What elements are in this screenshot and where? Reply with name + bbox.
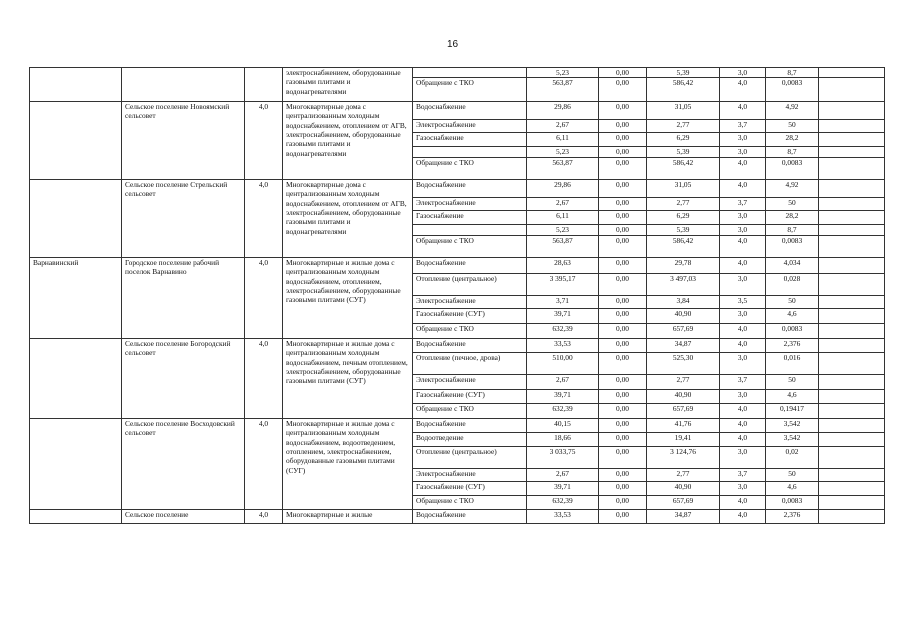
value-cell-v4: 3,7 <box>720 198 766 211</box>
value-cell-v4: 3,7 <box>720 469 766 482</box>
value-cell-v5: 0,0083 <box>766 158 819 180</box>
empty-cell <box>819 198 885 211</box>
housing-category-cell: Многоквартирные дома с централизованным холодным водоснабжением, отоплением от АГВ, электроснабжением, оборудованные газовыми плитами и водонагревателями <box>283 180 413 258</box>
value-cell-v5: 50 <box>766 120 819 133</box>
value-cell-v5: 2,376 <box>766 510 819 524</box>
value-cell-v3: 31,05 <box>647 102 720 120</box>
service-name-cell <box>413 225 527 236</box>
service-name-cell: Отопление (печное, дрова) <box>413 353 527 375</box>
service-name-cell: Водоотведение <box>413 433 527 447</box>
value-cell-v5: 0,016 <box>766 353 819 375</box>
value-cell-v5: 50 <box>766 469 819 482</box>
coefficient-cell: 4,0 <box>245 419 283 510</box>
value-cell-v5: 28,2 <box>766 211 819 225</box>
value-cell-v5: 4,92 <box>766 180 819 198</box>
value-cell-v5: 50 <box>766 375 819 390</box>
value-cell-v1: 39,71 <box>527 390 599 404</box>
value-cell-v4: 3,0 <box>720 147 766 158</box>
service-name-cell <box>413 147 527 158</box>
table-row <box>30 419 885 433</box>
value-cell-v1: 5,23 <box>527 147 599 158</box>
value-cell-v2: 0,00 <box>599 510 647 524</box>
empty-cell <box>819 353 885 375</box>
value-cell-v3: 657,69 <box>647 404 720 419</box>
value-cell-v4: 3,0 <box>720 447 766 469</box>
table-row <box>30 510 885 524</box>
value-cell-v5: 0,0083 <box>766 496 819 510</box>
value-cell-v1: 29,86 <box>527 180 599 198</box>
empty-cell <box>819 433 885 447</box>
district-cell: Варнавинский <box>30 258 122 339</box>
value-cell-v1: 563,87 <box>527 78 599 102</box>
value-cell-v3: 5,39 <box>647 225 720 236</box>
district-cell <box>30 68 122 102</box>
service-name-cell: Электроснабжение <box>413 469 527 482</box>
service-name-cell: Газоснабжение (СУГ) <box>413 390 527 404</box>
empty-cell <box>819 390 885 404</box>
value-cell-v3: 3 497,03 <box>647 274 720 296</box>
service-name-cell: Обращение с ТКО <box>413 158 527 180</box>
service-name-cell: Обращение с ТКО <box>413 404 527 419</box>
empty-cell <box>819 211 885 225</box>
value-cell-v2: 0,00 <box>599 404 647 419</box>
value-cell-v5: 4,6 <box>766 482 819 496</box>
empty-cell <box>819 339 885 353</box>
value-cell-v1: 632,39 <box>527 324 599 339</box>
table-row <box>30 68 885 78</box>
service-name-cell: Водоснабжение <box>413 339 527 353</box>
value-cell-v5: 8,7 <box>766 147 819 158</box>
empty-cell <box>819 296 885 309</box>
value-cell-v2: 0,00 <box>599 419 647 433</box>
value-cell-v2: 0,00 <box>599 198 647 211</box>
value-cell-v5: 4,92 <box>766 102 819 120</box>
value-cell-v3: 2,77 <box>647 469 720 482</box>
value-cell-v3: 5,39 <box>647 147 720 158</box>
service-name-cell: Водоснабжение <box>413 258 527 274</box>
service-name-cell: Водоснабжение <box>413 510 527 524</box>
empty-cell <box>819 68 885 78</box>
value-cell-v5: 3,542 <box>766 433 819 447</box>
value-cell-v4: 4,0 <box>720 404 766 419</box>
service-name-cell: Обращение с ТКО <box>413 236 527 258</box>
empty-cell <box>819 120 885 133</box>
value-cell-v2: 0,00 <box>599 433 647 447</box>
empty-cell <box>819 510 885 524</box>
coefficient-cell: 4,0 <box>245 180 283 258</box>
value-cell-v4: 3,0 <box>720 225 766 236</box>
value-cell-v2: 0,00 <box>599 469 647 482</box>
housing-category-cell: Многоквартирные дома с централизованным холодным водоснабжением, отоплением от АГВ, электроснабжением, оборудованные газовыми плитами и водонагревателями <box>283 102 413 180</box>
value-cell-v2: 0,00 <box>599 78 647 102</box>
housing-category-cell: Многоквартирные и жилые дома с централизованным холодным водоснабжением, водоотведением, отоплением, электроснабжением, оборудованные газовыми плитами (СУГ) <box>283 419 413 510</box>
value-cell-v4: 3,0 <box>720 353 766 375</box>
value-cell-v2: 0,00 <box>599 258 647 274</box>
settlement-cell <box>122 68 245 102</box>
value-cell-v2: 0,00 <box>599 225 647 236</box>
table-row <box>30 180 885 198</box>
value-cell-v4: 4,0 <box>720 324 766 339</box>
empty-cell <box>819 158 885 180</box>
value-cell-v3: 6,29 <box>647 211 720 225</box>
value-cell-v5: 28,2 <box>766 133 819 147</box>
value-cell-v1: 2,67 <box>527 375 599 390</box>
settlement-cell: Сельское поселение Новоямский сельсовет <box>122 102 245 180</box>
value-cell-v5: 0,02 <box>766 447 819 469</box>
value-cell-v1: 563,87 <box>527 158 599 180</box>
value-cell-v4: 3,0 <box>720 482 766 496</box>
value-cell-v3: 586,42 <box>647 236 720 258</box>
value-cell-v5: 4,6 <box>766 390 819 404</box>
value-cell-v2: 0,00 <box>599 147 647 158</box>
page-number: 16 <box>446 39 459 50</box>
empty-cell <box>819 482 885 496</box>
empty-cell <box>819 309 885 324</box>
empty-cell <box>819 133 885 147</box>
table-body <box>30 68 885 524</box>
service-name-cell: Электроснабжение <box>413 198 527 211</box>
value-cell-v1: 5,23 <box>527 225 599 236</box>
empty-cell <box>819 258 885 274</box>
value-cell-v4: 3,0 <box>720 211 766 225</box>
value-cell-v1: 29,86 <box>527 102 599 120</box>
value-cell-v1: 28,63 <box>527 258 599 274</box>
coefficient-cell: 4,0 <box>245 510 283 524</box>
value-cell-v5: 50 <box>766 198 819 211</box>
empty-cell <box>819 236 885 258</box>
value-cell-v2: 0,00 <box>599 133 647 147</box>
value-cell-v4: 4,0 <box>720 180 766 198</box>
empty-cell <box>819 404 885 419</box>
value-cell-v2: 0,00 <box>599 158 647 180</box>
value-cell-v5: 8,7 <box>766 68 819 78</box>
value-cell-v1: 6,11 <box>527 133 599 147</box>
service-name-cell: Электроснабжение <box>413 375 527 390</box>
value-cell-v5: 0,0083 <box>766 236 819 258</box>
value-cell-v1: 33,53 <box>527 339 599 353</box>
housing-category-cell: Многоквартирные и жилые дома с централизованным холодным водоснабжением, печным отоплением, электроснабжением, оборудованные газовыми плитами (СУГ) <box>283 339 413 419</box>
value-cell-v5: 8,7 <box>766 225 819 236</box>
service-name-cell: Электроснабжение <box>413 296 527 309</box>
value-cell-v1: 33,53 <box>527 510 599 524</box>
empty-cell <box>819 78 885 102</box>
housing-category-cell: Многоквартирные и жилые дома с централизованным холодным водоснабжением, отоплением, электроснабжением, оборудованные газовыми плитами (СУГ) <box>283 258 413 339</box>
service-name-cell <box>413 68 527 78</box>
settlement-cell: Сельское поселение Восходовский сельсовет <box>122 419 245 510</box>
service-name-cell: Водоснабжение <box>413 180 527 198</box>
empty-cell <box>819 274 885 296</box>
value-cell-v5: 50 <box>766 296 819 309</box>
value-cell-v5: 0,19417 <box>766 404 819 419</box>
value-cell-v1: 3 033,75 <box>527 447 599 469</box>
value-cell-v2: 0,00 <box>599 236 647 258</box>
value-cell-v3: 34,87 <box>647 510 720 524</box>
empty-cell <box>819 225 885 236</box>
value-cell-v4: 3,0 <box>720 274 766 296</box>
value-cell-v2: 0,00 <box>599 274 647 296</box>
service-name-cell: Обращение с ТКО <box>413 324 527 339</box>
service-name-cell: Газоснабжение (СУГ) <box>413 309 527 324</box>
value-cell-v1: 510,00 <box>527 353 599 375</box>
service-name-cell: Газоснабжение <box>413 211 527 225</box>
settlement-cell: Сельское поселение <box>122 510 245 524</box>
value-cell-v1: 632,39 <box>527 404 599 419</box>
value-cell-v4: 3,0 <box>720 133 766 147</box>
value-cell-v4: 4,0 <box>720 102 766 120</box>
tariff-table <box>29 67 885 524</box>
value-cell-v5: 0,0083 <box>766 324 819 339</box>
value-cell-v2: 0,00 <box>599 353 647 375</box>
value-cell-v1: 5,23 <box>527 68 599 78</box>
value-cell-v5: 3,542 <box>766 419 819 433</box>
service-name-cell: Водоснабжение <box>413 419 527 433</box>
empty-cell <box>819 469 885 482</box>
value-cell-v3: 40,90 <box>647 390 720 404</box>
empty-cell <box>819 375 885 390</box>
value-cell-v2: 0,00 <box>599 180 647 198</box>
value-cell-v4: 4,0 <box>720 510 766 524</box>
empty-cell <box>819 324 885 339</box>
value-cell-v4: 3,7 <box>720 120 766 133</box>
value-cell-v2: 0,00 <box>599 496 647 510</box>
value-cell-v3: 40,90 <box>647 309 720 324</box>
service-name-cell: Газоснабжение (СУГ) <box>413 482 527 496</box>
value-cell-v3: 657,69 <box>647 324 720 339</box>
value-cell-v3: 3 124,76 <box>647 447 720 469</box>
settlement-cell: Сельское поселение Богородский сельсовет <box>122 339 245 419</box>
value-cell-v2: 0,00 <box>599 102 647 120</box>
coefficient-cell <box>245 68 283 102</box>
value-cell-v5: 0,0083 <box>766 78 819 102</box>
service-name-cell: Водоснабжение <box>413 102 527 120</box>
value-cell-v2: 0,00 <box>599 120 647 133</box>
value-cell-v5: 4,034 <box>766 258 819 274</box>
district-cell <box>30 510 122 524</box>
value-cell-v3: 41,76 <box>647 419 720 433</box>
value-cell-v1: 18,66 <box>527 433 599 447</box>
value-cell-v2: 0,00 <box>599 324 647 339</box>
empty-cell <box>819 102 885 120</box>
value-cell-v3: 657,69 <box>647 496 720 510</box>
value-cell-v1: 39,71 <box>527 309 599 324</box>
housing-category-cell: электроснабжением, оборудованные газовыми плитами и водонагревателями <box>283 68 413 102</box>
value-cell-v3: 525,30 <box>647 353 720 375</box>
value-cell-v4: 4,0 <box>720 78 766 102</box>
value-cell-v3: 40,90 <box>647 482 720 496</box>
service-name-cell: Отопление (центральное) <box>413 447 527 469</box>
value-cell-v2: 0,00 <box>599 390 647 404</box>
value-cell-v4: 4,0 <box>720 496 766 510</box>
value-cell-v5: 0,028 <box>766 274 819 296</box>
value-cell-v1: 632,39 <box>527 496 599 510</box>
coefficient-cell: 4,0 <box>245 258 283 339</box>
value-cell-v4: 3,7 <box>720 375 766 390</box>
service-name-cell: Электроснабжение <box>413 120 527 133</box>
value-cell-v4: 4,0 <box>720 158 766 180</box>
empty-cell <box>819 419 885 433</box>
value-cell-v3: 2,77 <box>647 375 720 390</box>
table-row <box>30 102 885 120</box>
value-cell-v1: 6,11 <box>527 211 599 225</box>
value-cell-v1: 3,71 <box>527 296 599 309</box>
value-cell-v2: 0,00 <box>599 309 647 324</box>
value-cell-v3: 34,87 <box>647 339 720 353</box>
value-cell-v3: 29,78 <box>647 258 720 274</box>
value-cell-v2: 0,00 <box>599 211 647 225</box>
settlement-cell: Городское поселение рабочий поселок Варнавино <box>122 258 245 339</box>
empty-cell <box>819 147 885 158</box>
value-cell-v2: 0,00 <box>599 68 647 78</box>
value-cell-v1: 2,67 <box>527 469 599 482</box>
value-cell-v2: 0,00 <box>599 339 647 353</box>
district-cell <box>30 419 122 510</box>
value-cell-v3: 5,39 <box>647 68 720 78</box>
value-cell-v3: 586,42 <box>647 158 720 180</box>
value-cell-v3: 19,41 <box>647 433 720 447</box>
value-cell-v4: 4,0 <box>720 339 766 353</box>
value-cell-v3: 6,29 <box>647 133 720 147</box>
value-cell-v3: 586,42 <box>647 78 720 102</box>
value-cell-v5: 2,376 <box>766 339 819 353</box>
coefficient-cell: 4,0 <box>245 102 283 180</box>
value-cell-v3: 31,05 <box>647 180 720 198</box>
service-name-cell: Отопление (центральное) <box>413 274 527 296</box>
value-cell-v4: 4,0 <box>720 419 766 433</box>
value-cell-v5: 4,6 <box>766 309 819 324</box>
value-cell-v4: 3,0 <box>720 309 766 324</box>
service-name-cell: Газоснабжение <box>413 133 527 147</box>
district-cell <box>30 102 122 180</box>
value-cell-v2: 0,00 <box>599 447 647 469</box>
value-cell-v4: 3,5 <box>720 296 766 309</box>
value-cell-v1: 563,87 <box>527 236 599 258</box>
value-cell-v2: 0,00 <box>599 482 647 496</box>
empty-cell <box>819 496 885 510</box>
service-name-cell: Обращение с ТКО <box>413 78 527 102</box>
coefficient-cell: 4,0 <box>245 339 283 419</box>
empty-cell <box>819 180 885 198</box>
settlement-cell: Сельское поселение Стрельский сельсовет <box>122 180 245 258</box>
district-cell <box>30 180 122 258</box>
value-cell-v2: 0,00 <box>599 296 647 309</box>
empty-cell <box>819 447 885 469</box>
value-cell-v4: 4,0 <box>720 236 766 258</box>
value-cell-v4: 3,0 <box>720 68 766 78</box>
value-cell-v1: 39,71 <box>527 482 599 496</box>
value-cell-v4: 3,0 <box>720 390 766 404</box>
value-cell-v3: 2,77 <box>647 198 720 211</box>
value-cell-v2: 0,00 <box>599 375 647 390</box>
district-cell <box>30 339 122 419</box>
value-cell-v3: 3,84 <box>647 296 720 309</box>
value-cell-v1: 3 395,17 <box>527 274 599 296</box>
service-name-cell: Обращение с ТКО <box>413 496 527 510</box>
value-cell-v4: 4,0 <box>720 433 766 447</box>
value-cell-v3: 2,77 <box>647 120 720 133</box>
value-cell-v1: 2,67 <box>527 198 599 211</box>
table-row <box>30 339 885 353</box>
housing-category-cell: Многоквартирные и жилые <box>283 510 413 524</box>
table-row <box>30 258 885 274</box>
value-cell-v4: 4,0 <box>720 258 766 274</box>
value-cell-v1: 2,67 <box>527 120 599 133</box>
value-cell-v1: 40,15 <box>527 419 599 433</box>
